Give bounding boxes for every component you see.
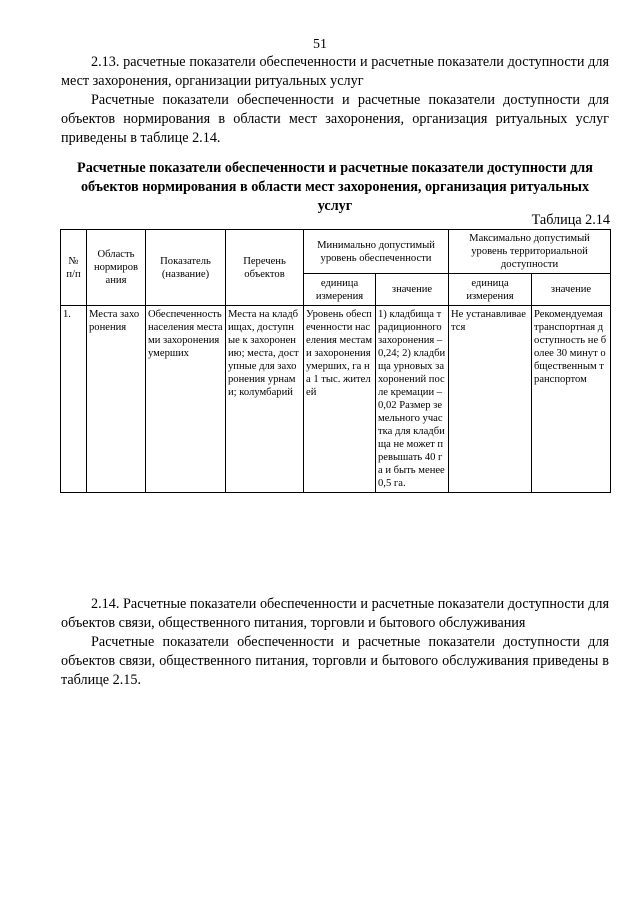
cell-min-value: 1) кладбища традиционного захоронения – 0,24; 2) кладбища урновых захоронений после кремации – 0,02 Размер земельного участка для кладбища не может превышать 40 га и быть менее 0,5 га.	[376, 306, 449, 493]
cell-objects: Места на кладбищах, доступные к захоронению; места, доступные для захоронения урнами; колумбарий	[226, 306, 304, 493]
header-num: № п/п	[61, 230, 87, 306]
header-max-value: значение	[532, 274, 611, 306]
cell-indicator: Обеспеченность населения местами захоронения умерших	[146, 306, 226, 493]
section-2-14-heading: 2.14. Расчетные показатели обеспеченности и расчетные показатели доступности для объектов связи, общественного питания, торговли и бытового обслуживания	[61, 596, 609, 631]
table-title: Расчетные показатели обеспеченности и расчетные показатели доступности для объектов нормирования в области мест захоронения, организация ритуальных услуг	[77, 160, 593, 214]
header-indicator: Показатель (название)	[146, 230, 226, 306]
header-min-group: Минимально допустимый уровень обеспеченности	[304, 230, 449, 274]
header-max-group: Максимально допустимый уровень территориальной доступности	[449, 230, 611, 274]
header-max-unit: единица измерения	[449, 274, 532, 306]
header-objects: Перечень объектов	[226, 230, 304, 306]
section-2-13-body: Расчетные показатели обеспеченности и расчетные показатели доступности для объектов нормирования в области мест захоронения, организация ритуальных услуг приведены в таблице 2.14.	[61, 92, 609, 146]
cell-min-unit: Уровень обеспеченности населения местами захоронения умерших, га на 1 тыс. жителей	[304, 306, 376, 493]
header-min-unit: единица измерения	[304, 274, 376, 306]
cell-area: Места захоронения	[87, 306, 146, 493]
cell-max-unit: Не устанавливается	[449, 306, 532, 493]
page-number: 51	[313, 37, 327, 52]
section-2-14-body: Расчетные показатели обеспеченности и расчетные показатели доступности для объектов связи, общественного питания, торговли и бытового обслуживания приведены в таблице 2.15.	[61, 634, 609, 688]
section-2-13-heading: 2.13. расчетные показатели обеспеченности и расчетные показатели доступности для мест захоронения, организации ритуальных услуг	[61, 54, 609, 89]
table-label: Таблица 2.14	[531, 212, 610, 228]
cell-max-value: Рекомендуемая транспортная доступность не более 30 минут общественным транспортом	[532, 306, 611, 493]
cell-num: 1.	[61, 306, 87, 493]
table-2-14	[60, 229, 611, 493]
table-row	[61, 306, 611, 493]
header-area: Область нормиров ания	[87, 230, 146, 306]
header-min-value: значение	[376, 274, 449, 306]
header-row-top	[61, 230, 611, 274]
